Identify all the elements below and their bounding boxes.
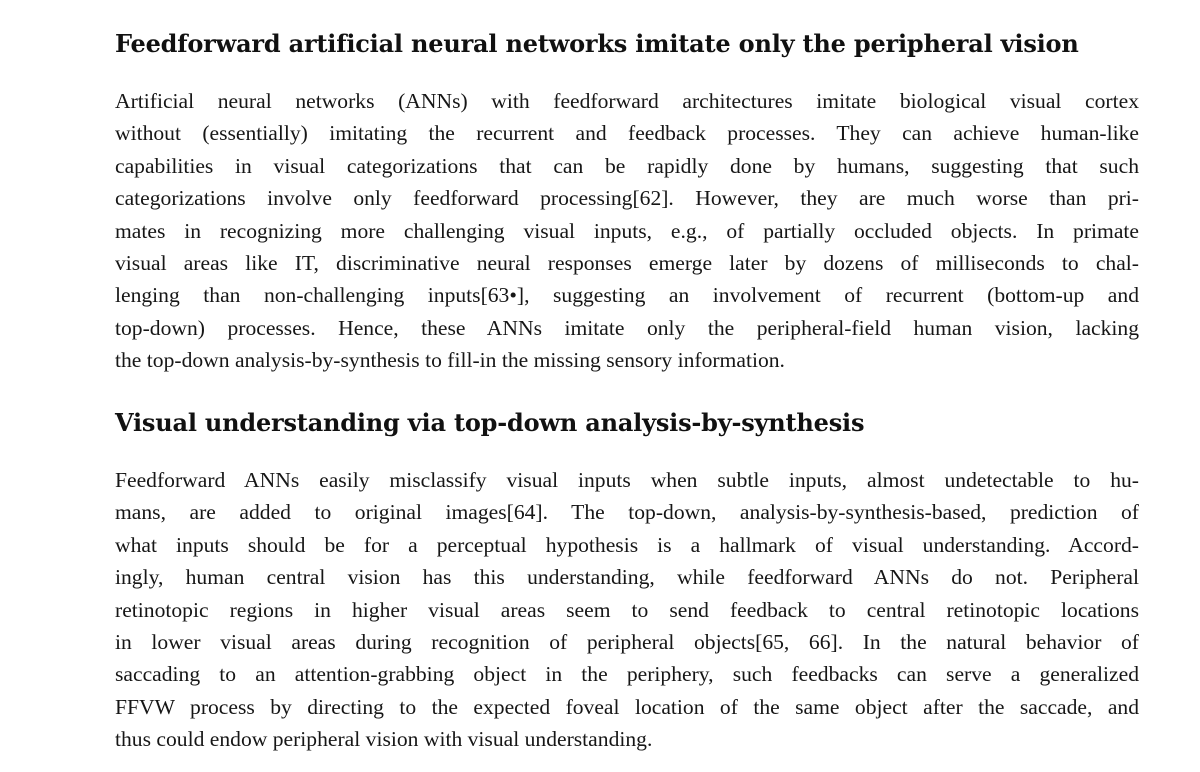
paragraph-line: capabilities in visual categorizations that can be rapidly done by humans, suggesting that such xyxy=(115,153,1139,178)
paragraph-line: saccading to an attention-grabbing object in the periphery, such feedbacks can serve a generalized xyxy=(115,662,1139,687)
paragraph-line: ingly, human central vision has this understanding, while feedforward ANNs do not. Peripheral xyxy=(115,565,1139,590)
paragraph-line: retinotopic regions in higher visual areas seem to send feedback to central retinotopic locations xyxy=(115,597,1139,622)
section-paragraph xyxy=(115,85,1139,377)
paragraph-line: mans, are added to original images[64]. The top-down, analysis-by-synthesis-based, prediction of xyxy=(115,500,1139,525)
paragraph-line: categorizations involve only feedforward processing[62]. However, they are much worse than pri- xyxy=(115,186,1139,211)
paragraph-line: the top-down analysis-by-synthesis to fill-in the missing sensory information. xyxy=(115,348,785,373)
paragraph-line: FFVW process by directing to the expected foveal location of the same object after the saccade, and xyxy=(115,694,1139,719)
paragraph-line: Artificial neural networks (ANNs) with feedforward architectures imitate biological visual cortex xyxy=(115,89,1139,113)
section-feedforward-ann xyxy=(115,28,1139,377)
paragraph-line: lenging than non-challenging inputs[63•], suggesting an involvement of recurrent (bottom-up and xyxy=(115,283,1139,308)
paragraph-line: in lower visual areas during recognition of peripheral objects[65, 66]. In the natural behavior of xyxy=(115,629,1139,654)
section-paragraph xyxy=(115,464,1139,756)
section-heading: Visual understanding via top-down analysis-by-synthesis xyxy=(115,408,865,437)
paragraph-line: mates in recognizing more challenging visual inputs, e.g., of partially occluded objects. In primate xyxy=(115,218,1139,243)
paragraph-line: what inputs should be for a perceptual hypothesis is a hallmark of visual understanding. Accord- xyxy=(115,532,1139,557)
section-visual-understanding xyxy=(115,407,1139,756)
paragraph-line: visual areas like IT, discriminative neural responses emerge later by dozens of milliseconds to chal- xyxy=(115,250,1139,275)
paragraph-line: thus could endow peripheral vision with visual understanding. xyxy=(115,727,653,752)
paragraph-line: top-down) processes. Hence, these ANNs imitate only the peripheral-field human vision, lacking xyxy=(115,315,1139,340)
section-heading: Feedforward artificial neural networks imitate only the peripheral vision xyxy=(115,29,1079,58)
paragraph-line: Feedforward ANNs easily misclassify visual inputs when subtle inputs, almost undetectable to hu- xyxy=(115,468,1139,492)
paragraph-line: without (essentially) imitating the recurrent and feedback processes. They can achieve human-like xyxy=(115,121,1139,146)
